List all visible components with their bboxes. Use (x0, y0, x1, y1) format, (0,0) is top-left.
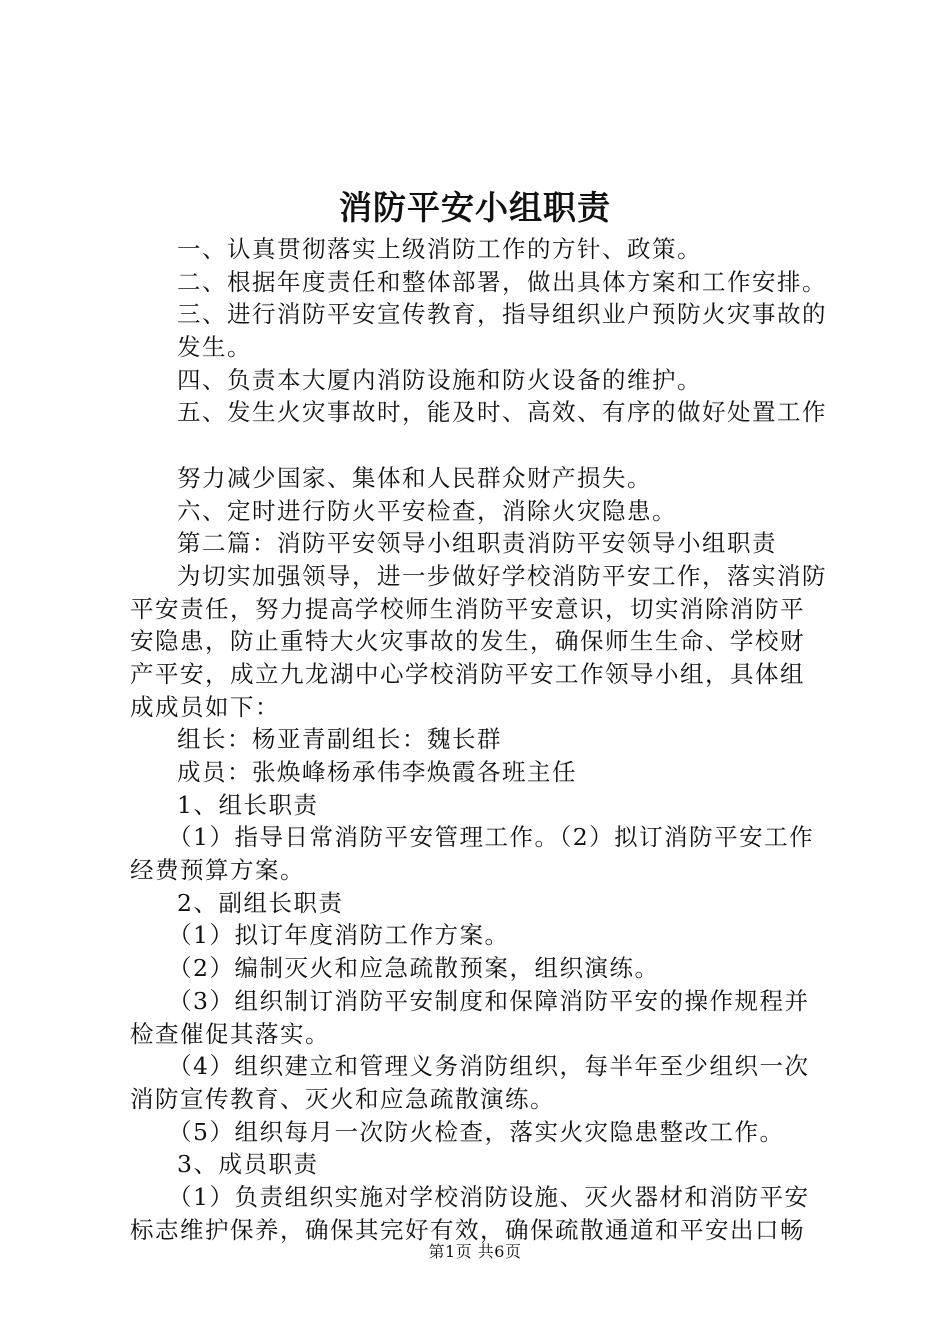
text-line: 成员：张焕峰杨承伟李焕霞各班主任 (177, 758, 577, 786)
text-line: 三、进行消防平安宣传教育，指导组织业户预防火灾事故的 (177, 300, 827, 329)
text-line: （2）编制灭火和应急疏散预案，组织演练。 (168, 954, 660, 983)
text-line: 六、定时进行防火平安检查，消除火灾隐患。 (177, 496, 677, 525)
text-line: 努力减少国家、集体和人民群众财产损失。 (177, 463, 652, 492)
text-line: 产平安，成立九龙湖中心学校消防平安工作领导小组，具体组 (130, 659, 805, 688)
text-line: 检查催促其落实。 (130, 1019, 330, 1048)
section-heading: 第二篇：消防平安领导小组职责消防平安领导小组职责 (177, 529, 777, 558)
text-line: 经费预算方案。 (130, 856, 305, 885)
document-title: 消防平安小组职责 (339, 188, 611, 227)
text-line: 消防宣传教育、灭火和应急疏散演练。 (130, 1084, 555, 1113)
text-line: 四、负责本大厦内消防设施和防火设备的维护。 (177, 365, 702, 394)
subsection-heading: 3、成员职责 (177, 1150, 319, 1179)
document-body (130, 233, 835, 1246)
text-line: （1）拟订年度消防工作方案。 (168, 921, 510, 950)
blank-line (130, 429, 835, 462)
text-line: （5）组织每月一次防火检查，落实火灾隐患整改工作。 (168, 1117, 785, 1146)
text-line: 发生。 (177, 333, 252, 362)
text-line: （4）组织建立和管理义务消防组织，每半年至少组织一次 (168, 1052, 810, 1081)
text-line: 标志维护保养，确保其完好有效，确保疏散通道和平安出口畅 (130, 1215, 805, 1244)
text-line: 成成员如下： (130, 692, 280, 721)
text-line: 平安责任，努力提高学校师生消防平安意识，切实消除消防平 (130, 594, 805, 623)
text-line: 为切实加强领导，进一步做好学校消防平安工作，落实消防 (177, 561, 827, 590)
page-footer: 第1页 共6页 (428, 1242, 522, 1261)
text-line: （3）组织制订消防平安制度和保障消防平安的操作规程并 (168, 986, 810, 1015)
text-line: （1）指导日常消防平安管理工作。（2）拟订消防平安工作 (168, 823, 815, 852)
text-line: 二、根据年度责任和整体部署，做出具体方案和工作安排。 (177, 267, 827, 296)
subsection-heading: 1、组长职责 (177, 790, 319, 819)
text-line: 组长：杨亚青副组长：魏长群 (177, 725, 502, 754)
text-line: （1）负责组织实施对学校消防设施、灭火器材和消防平安 (168, 1182, 810, 1211)
text-line: 安隐患，防止重特大火灾事故的发生，确保师生生命、学校财 (130, 627, 805, 656)
text-line: 一、认真贯彻落实上级消防工作的方针、政策。 (177, 235, 702, 263)
text-line: 五、发生火灾事故时，能及时、高效、有序的做好处置工作 (177, 398, 827, 427)
subsection-heading: 2、副组长职责 (177, 888, 344, 917)
